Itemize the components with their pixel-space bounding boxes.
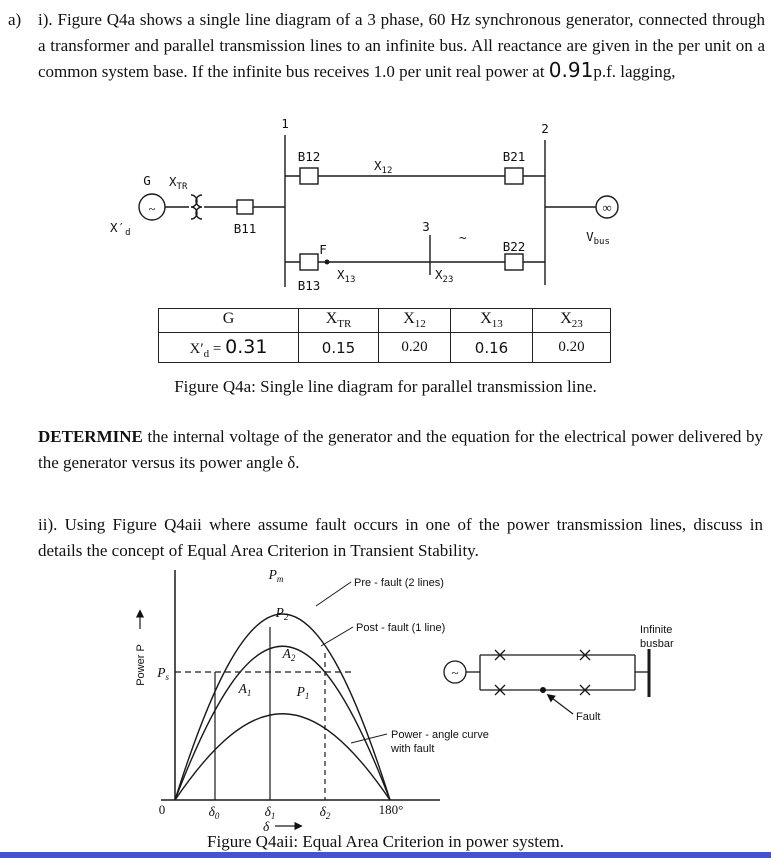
infinite-busbar-label-line1: Infinite: [640, 624, 673, 636]
figure-q4aii-caption: Figure Q4aii: Equal Area Criterion in power system.: [207, 832, 564, 851]
x-end-label: 180°: [378, 802, 404, 817]
post-fault-annotation: Post - fault (1 line): [356, 622, 446, 634]
determine-paragraph: [38, 424, 763, 476]
eac-plot-strokes: [140, 570, 440, 826]
inset-generator-sine-symbol: ~: [451, 665, 459, 680]
item-i-text-after: p.f. lagging,: [593, 62, 676, 81]
fault-curve-annotation-line2: with fault: [391, 743, 435, 755]
col-header-xtr: $X_{TR}$: [299, 309, 379, 333]
determine-text: the internal voltage of the generator and the equation for the electrical power delivered by the generator versus its power angle δ.: [38, 427, 763, 472]
breaker-b12: [300, 168, 318, 184]
b11-label: B11: [233, 221, 257, 236]
b22-label: B22: [502, 239, 526, 254]
breaker-b11: [237, 200, 253, 214]
vbus-label: $V_{bus}$: [586, 229, 610, 247]
power-factor-value: 0.91: [548, 58, 594, 82]
question-part-a: [8, 7, 765, 85]
col-header-g: G: [159, 309, 299, 333]
pre-fault-leader-line: [316, 582, 351, 606]
breaker-b13: [300, 254, 318, 270]
ps-label: $P_s$: [157, 665, 169, 682]
determine-keyword: DETERMINE: [38, 427, 143, 446]
pre-fault-annotation: Pre - fault (2 lines): [354, 577, 444, 589]
figure-q4aii-diagram: [95, 565, 710, 835]
question-a-i-paragraph: [38, 7, 765, 85]
infinity-symbol: ∞: [602, 200, 612, 215]
delta1-tick-label: $\delta_1$: [264, 804, 276, 821]
delta2-tick-label: $\delta_2$: [319, 804, 331, 821]
breaker-b21: [505, 168, 523, 184]
pm-label: $P_m$: [268, 567, 284, 584]
post-fault-curve: [175, 646, 390, 800]
col-header-x23: $X_{23}$: [533, 309, 611, 333]
b21-label: B21: [502, 149, 526, 164]
value-xd: $X'_d = 0.31$: [159, 333, 299, 363]
item-ii-label: ii).: [38, 515, 58, 534]
value-x23: 0.20: [533, 333, 611, 363]
fault-curve-annotation-line1: Power - angle curve: [391, 729, 489, 741]
figure-q4a-caption: Figure Q4a: Single line diagram for parallel transmission line.: [174, 377, 597, 396]
item-i-text: Figure Q4a shows a single line diagram of a 3 phase, 60 Hz synchronous generator, connected through a transformer and parallel transmission lines to an infinite bus. All reactance are given in the per unit on a common system base. If the infinite bus receives 1.0 per unit real power at: [38, 10, 765, 81]
part-a-label: a): [8, 10, 22, 29]
origin-label: 0: [158, 802, 166, 817]
bottom-blue-line: [0, 852, 771, 858]
fault-point-label: F: [319, 242, 327, 257]
pre-fault-curve: [175, 614, 390, 800]
item-i-label: i).: [38, 10, 53, 29]
bus-3-label: 3: [422, 219, 430, 234]
x23-label: $X_{23}$: [435, 267, 454, 285]
bus-1-label: 1: [281, 116, 289, 131]
a1-label: $A_1$: [238, 681, 252, 698]
value-xtr: 0.15: [299, 333, 379, 363]
y-axis-title: Power P: [135, 644, 147, 686]
fault-curve-leader-line: [351, 734, 387, 743]
breaker-b22: [505, 254, 523, 270]
question-a-ii-paragraph: [38, 512, 763, 564]
a2-label: $A_2$: [282, 646, 296, 663]
generator-sine-symbol: ~: [148, 201, 156, 216]
xd-label: $X'_d$: [110, 220, 131, 238]
reactance-table: [158, 308, 611, 363]
col-header-x12: $X_{12}$: [379, 309, 451, 333]
col-header-x13: $X_{13}$: [451, 309, 533, 333]
inset-circuit-strokes: [444, 649, 649, 714]
xtr-label: $X_{TR}$: [169, 174, 188, 192]
value-x13: 0.16: [451, 333, 533, 363]
delta0-tick-label: $\delta_0$: [208, 804, 220, 821]
post-fault-leader-line: [321, 627, 353, 646]
table-value-row: [159, 333, 611, 363]
fault-label: Fault: [576, 711, 601, 723]
inset-fault-dot: [540, 687, 546, 693]
fault-arrow: [548, 695, 573, 714]
p1-label: $P_1$: [296, 684, 310, 701]
x-axis-title: δ: [263, 819, 270, 834]
item-ii-text: Using Figure Q4aii where assume fault occurs in one of the power transmission lines, discuss in details the concept of Equal Area Criterion in Transient Stability.: [38, 515, 764, 560]
fault-point-dot: [325, 260, 330, 265]
infinite-busbar-label-line2: busbar: [640, 638, 674, 650]
b13-label: B13: [297, 278, 321, 293]
table-header-row: [159, 309, 611, 333]
tilde-mark: ~: [459, 230, 467, 245]
figure-q4a-diagram: [85, 115, 675, 300]
b12-label: B12: [297, 149, 321, 164]
p2-label: $P_2$: [275, 605, 289, 622]
x13-label: $X_{13}$: [337, 267, 356, 285]
value-x12: 0.20: [379, 333, 451, 363]
x12-label: $X_{12}$: [374, 158, 393, 176]
generator-label: G: [143, 173, 151, 188]
transformer-winding-right: [196, 195, 202, 219]
bus-2-label: 2: [541, 121, 549, 136]
